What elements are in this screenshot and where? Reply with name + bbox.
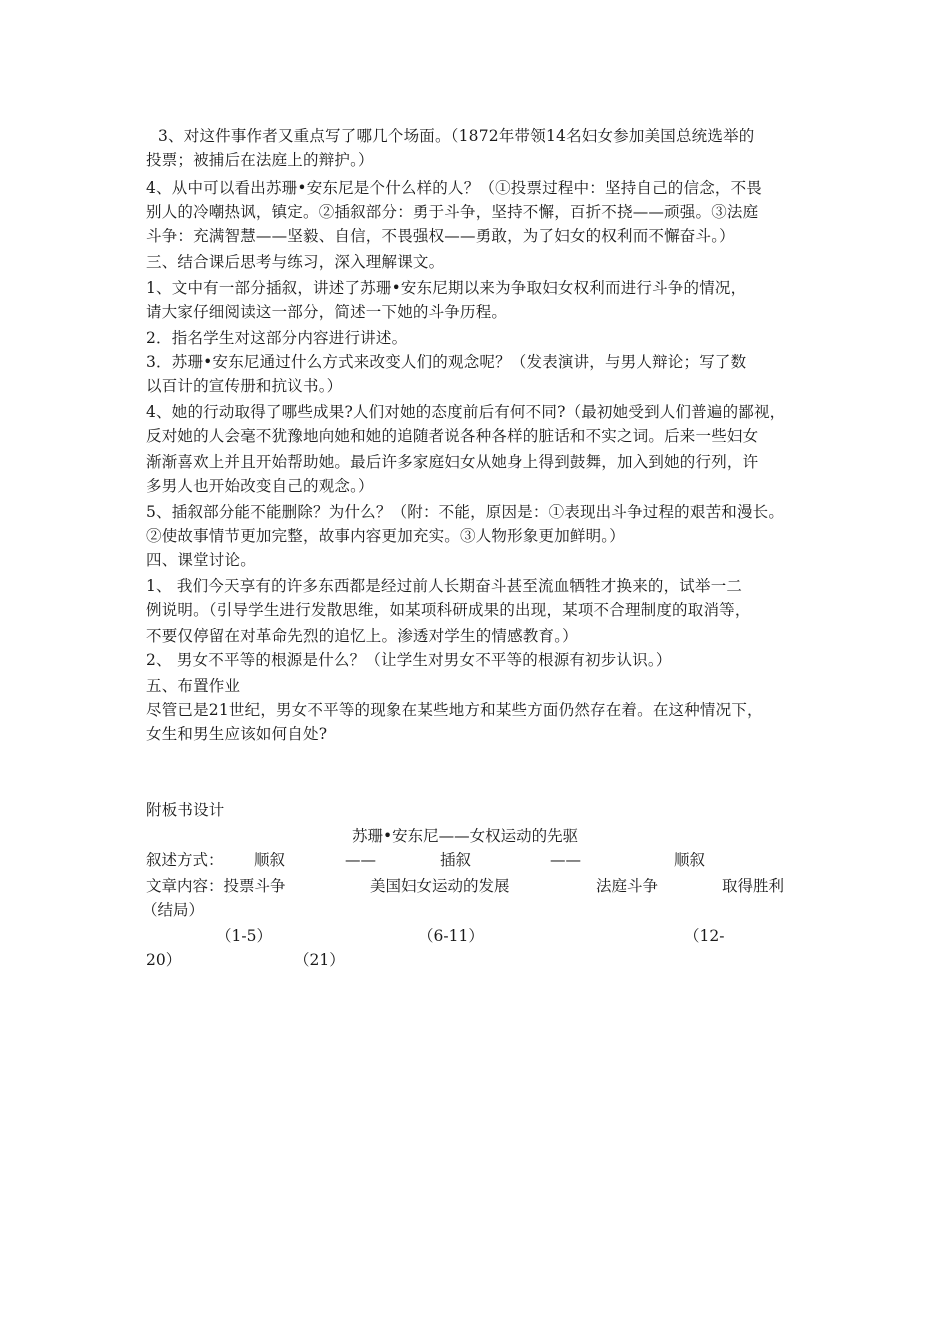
board-cell: 顺叙 <box>254 851 286 869</box>
text-line: 渐渐喜欢上并且开始帮助她。最后许多家庭妇女从她身上得到鼓舞，加入到她的行列，许 <box>146 453 759 471</box>
text-line: ②使故事情节更加完整，故事内容更加充实。③人物形象更加鲜明。） <box>146 527 625 545</box>
board-cell: 美国妇女运动的发展 <box>370 877 510 895</box>
board-cell: （12- <box>684 927 725 945</box>
board-cell: —— <box>550 851 581 869</box>
text-line: 尽管已是21世纪，男女不平等的现象在某些地方和某些方面仍然存在着。在这种情况下， <box>146 701 763 719</box>
text-line: 1、 我们今天享有的许多东西都是经过前人长期奋斗甚至流血牺牲才换来的，试举一二 <box>146 577 743 595</box>
text-line: 投票；被捕后在法庭上的辩护。） <box>146 151 374 169</box>
board-title: 苏珊•安东尼——女权运动的先驱 <box>352 827 579 845</box>
text-line: 4、她的行动取得了哪些成果?人们对她的态度前后有何不同?（最初她受到人们普遍的鄙视， <box>146 403 786 421</box>
text-line: 反对她的人会毫不犹豫地向她和她的追随者说各种各样的脏话和不实之词。后来一些妇女 <box>146 427 759 445</box>
section-heading: 三、结合课后思考与练习，深入理解课文。 <box>146 253 445 271</box>
text-line: 2、 男女不平等的根源是什么？（让学生对男女不平等的根源有初步认识。） <box>146 651 672 669</box>
text-line: 多男人也开始改变自己的观念。） <box>146 477 374 495</box>
board-row-label: 叙述方式： <box>146 851 224 869</box>
text-line: 以百计的宣传册和抗议书。） <box>146 377 343 395</box>
text-line: 女生和男生应该如何自处? <box>146 725 328 743</box>
board-row-label: 文章内容：投票斗争 <box>146 877 286 895</box>
board-cell: —— <box>345 851 376 869</box>
section-heading: 四、课堂讨论。 <box>146 551 256 569</box>
board-cell: （结局） <box>142 901 205 919</box>
text-line: 例说明。（引导学生进行发散思维，如某项科研成果的出现，某项不合理制度的取消等， <box>146 601 751 619</box>
text-line: 3、对这件事作者又重点写了哪几个场面。（1872年带领14名妇女参加美国总统选举的 <box>158 127 755 145</box>
section-heading: 五、布置作业 <box>146 677 241 695</box>
board-cell: 法庭斗争 <box>596 877 659 895</box>
board-cell: 取得胜利 <box>722 877 785 895</box>
board-cell: 顺叙 <box>674 851 706 869</box>
board-cell: 插叙 <box>440 851 472 869</box>
text-line: 请大家仔细阅读这一部分，简述一下她的斗争历程。 <box>146 303 508 321</box>
text-line: 别人的冷嘲热讽，镇定。②插叙部分：勇于斗争，坚持不懈，百折不挠——顽强。③法庭 <box>146 203 759 221</box>
board-heading: 附板书设计 <box>146 801 225 819</box>
text-line: 2．指名学生对这部分内容进行讲述。 <box>146 329 408 347</box>
text-line: 不要仅停留在对革命先烈的追忆上。渗透对学生的情感教育。） <box>146 627 578 645</box>
text-line: 5、插叙部分能不能删除？为什么？（附：不能，原因是：①表现出斗争过程的艰苦和漫长。 <box>146 503 785 521</box>
text-line: 4、从中可以看出苏珊•安东尼是个什么样的人？（①投票过程中：坚持自己的信念，不畏 <box>146 179 763 197</box>
board-cell: （21） <box>294 951 345 969</box>
text-line: 1、文中有一部分插叙，讲述了苏珊•安东尼期以来为争取妇女权利而进行斗争的情况， <box>146 279 747 297</box>
board-cell: （6-11） <box>418 927 484 945</box>
board-cell: 20） <box>146 951 182 969</box>
text-line: 3．苏珊•安东尼通过什么方式来改变人们的观念呢？（发表演讲，与男人辩论；写了数 <box>146 353 747 371</box>
text-line: 斗争：充满智慧——坚毅、自信，不畏强权——勇敢，为了妇女的权利而不懈奋斗。） <box>146 227 735 245</box>
board-cell: （1-5） <box>216 927 272 945</box>
